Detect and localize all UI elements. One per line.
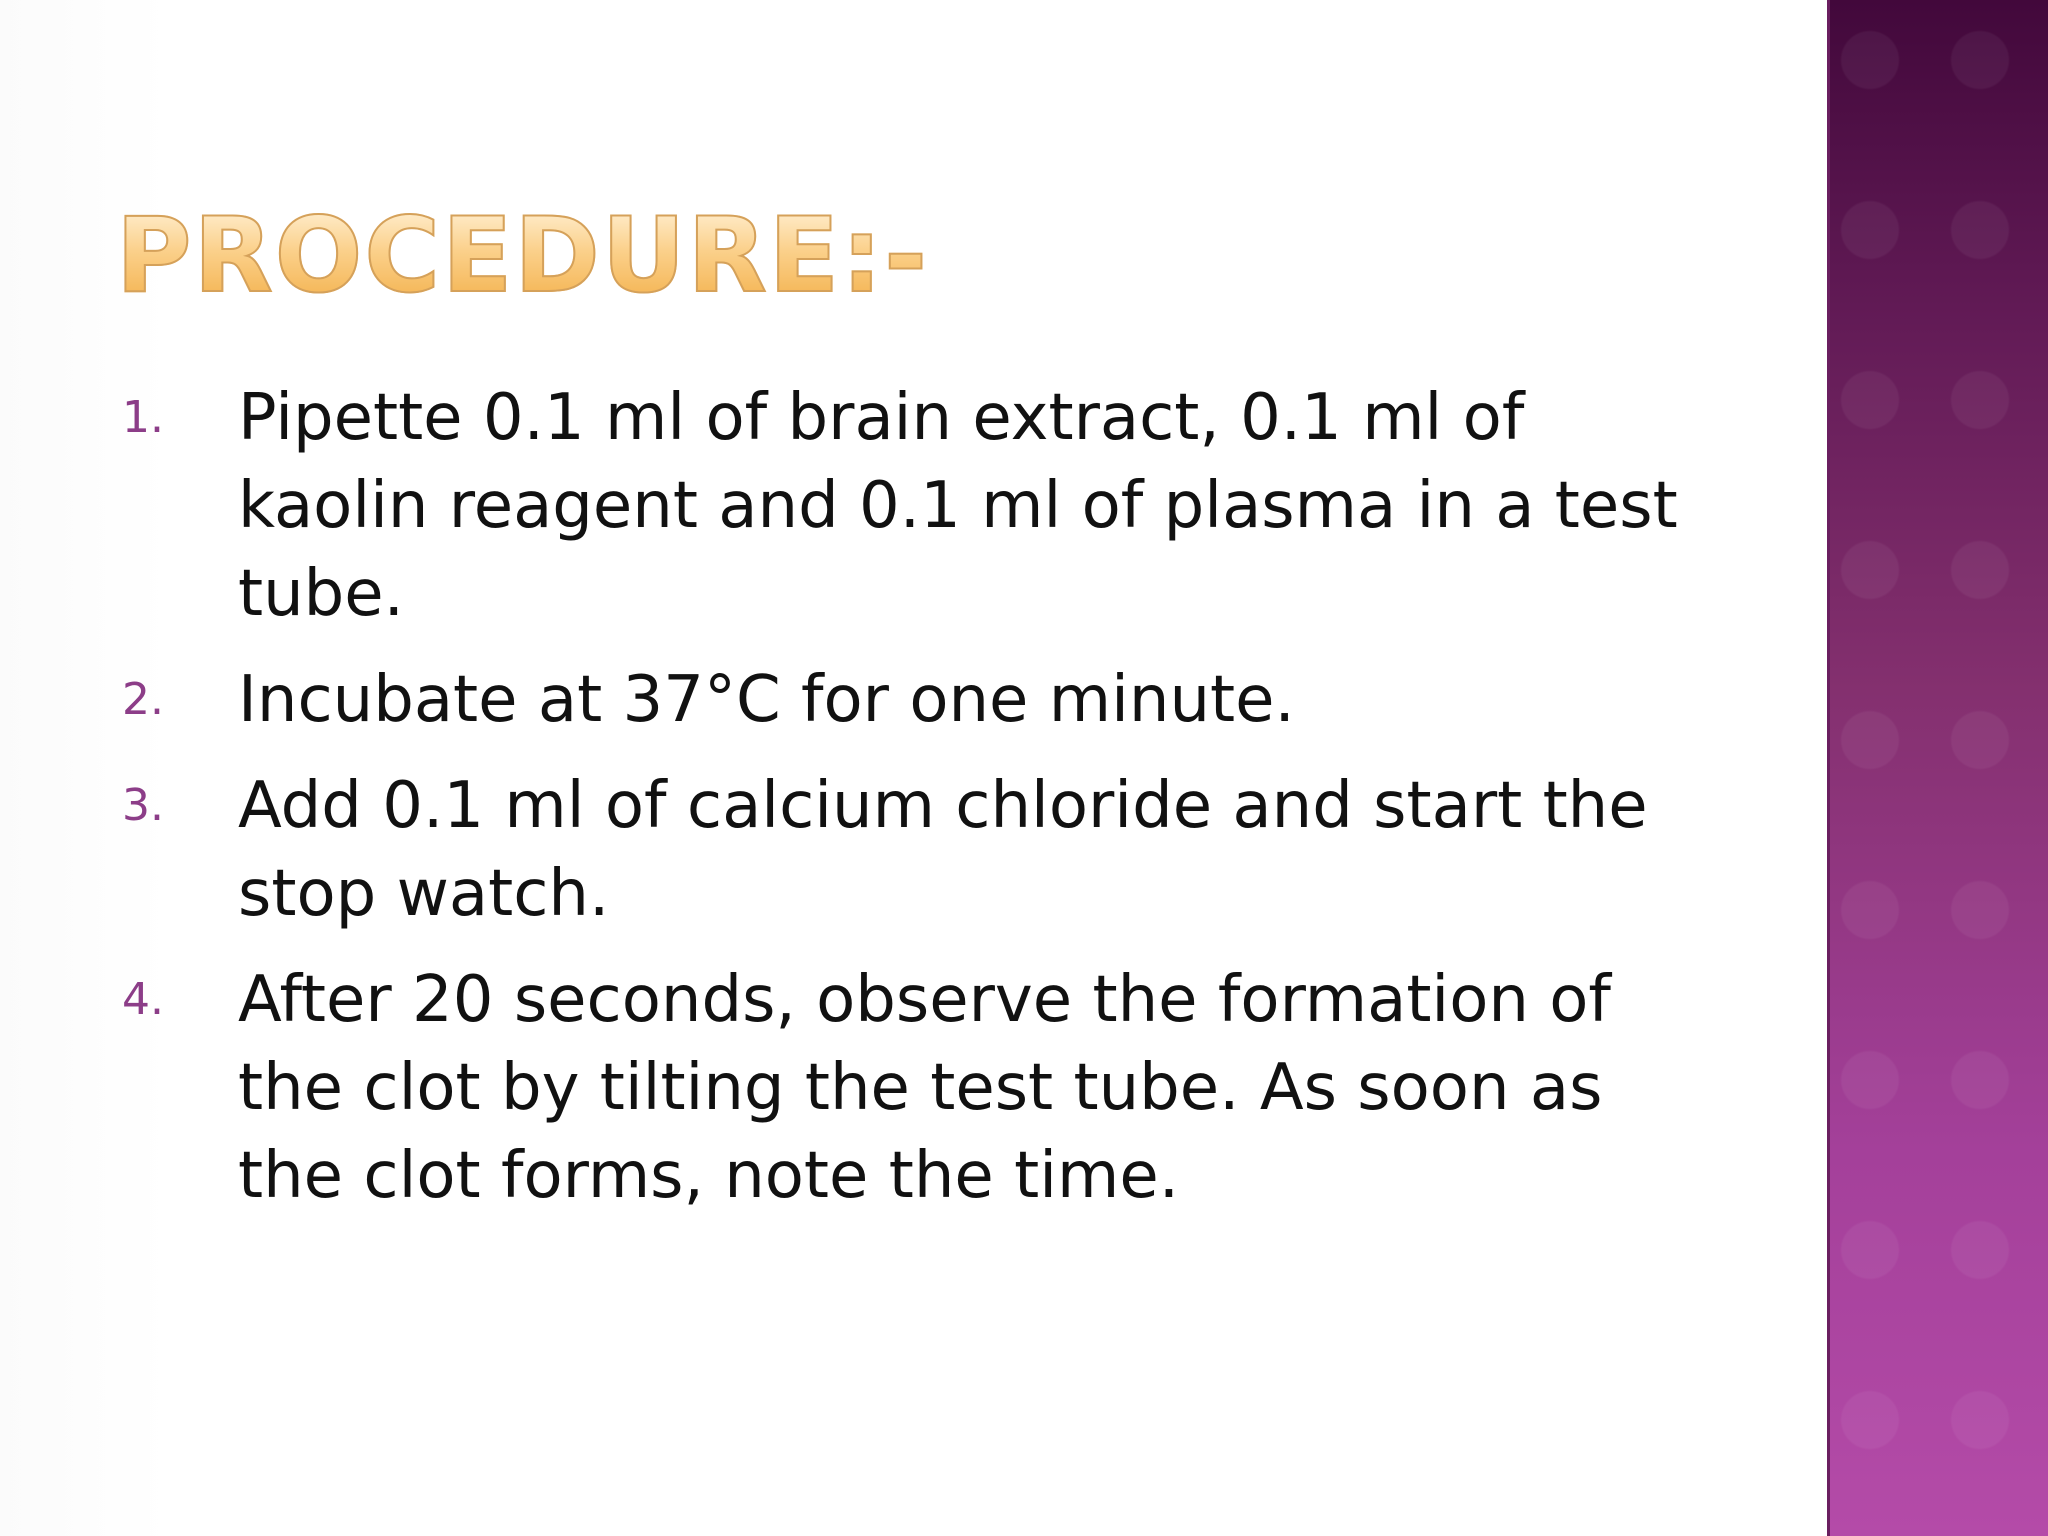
decorative-side-band: [1827, 0, 2048, 1536]
step-number: 2.: [122, 674, 164, 725]
step-text: After 20 seconds, observe the formation of the clot by tilting the test tube. As soon as the clot forms, note the time.: [238, 963, 1611, 1213]
procedure-step-3: [118, 762, 1678, 938]
procedure-step-2: [118, 656, 1678, 744]
step-number: 4.: [122, 974, 164, 1025]
step-text: Add 0.1 ml of calcium chloride and start the stop watch.: [238, 769, 1648, 931]
step-number: 3.: [122, 780, 164, 831]
slide-title: PROCEDURE:-: [116, 196, 930, 316]
step-number: 1.: [122, 392, 164, 443]
procedure-step-1: [118, 374, 1678, 638]
step-text: Incubate at 37°C for one minute.: [238, 663, 1295, 737]
step-text: Pipette 0.1 ml of brain extract, 0.1 ml of kaolin reagent and 0.1 ml of plasma in a test tube.: [238, 381, 1678, 631]
procedure-step-4: [118, 956, 1678, 1220]
procedure-steps-list: [118, 374, 1678, 1238]
